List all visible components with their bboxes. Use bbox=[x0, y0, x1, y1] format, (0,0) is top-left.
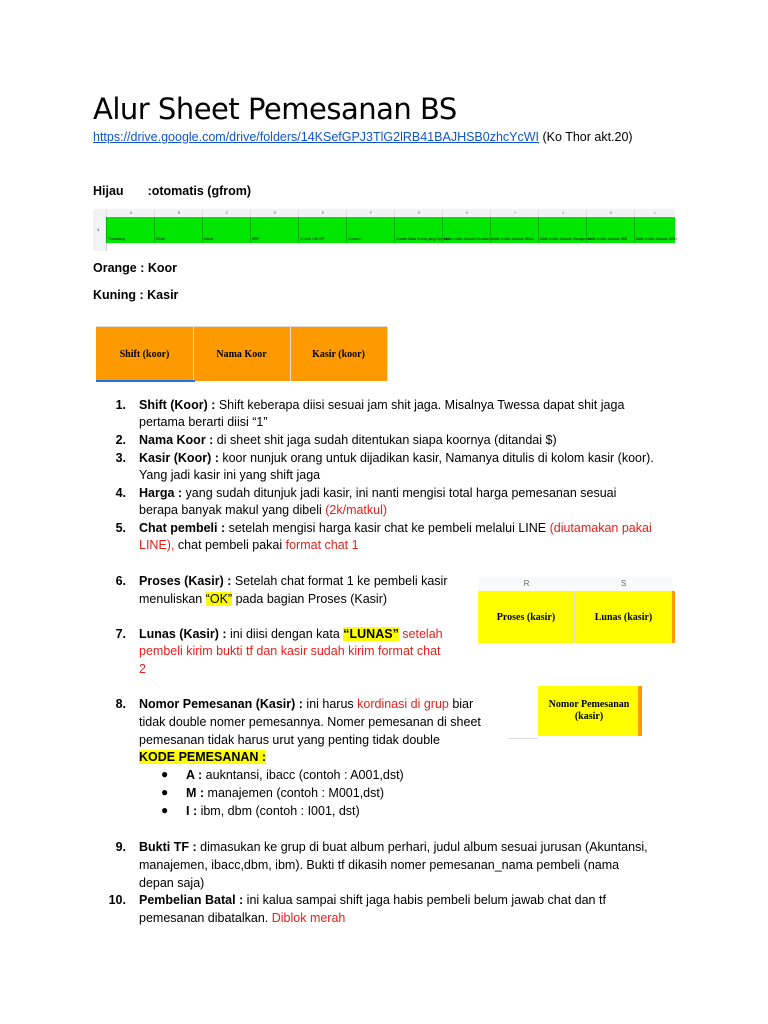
green-sheet-cell-text: Mata Kuliah Jurusan DBM bbox=[636, 237, 677, 241]
item-10 bbox=[139, 893, 606, 907]
item-7-num: 7. bbox=[115, 627, 126, 641]
item-9-text2: manajemen, ibacc,dbm, ibm). Bukti tf dikasih nomer pemesanan_nama pembeli (nama bbox=[139, 858, 620, 872]
green-sheet-cell-text: Jurusan bbox=[348, 237, 361, 241]
green-sheet-cell-text: Jumlah Mata Kuliah yang Dipesan bbox=[396, 237, 450, 241]
item-4-num: 4. bbox=[115, 486, 126, 500]
item-7-red3: 2 bbox=[139, 662, 146, 676]
green-sheet-cell bbox=[634, 217, 676, 243]
item-2-num: 2. bbox=[115, 433, 126, 447]
link-credit: (Ko Thor akt.20) bbox=[539, 130, 633, 144]
green-sheet-cell bbox=[490, 217, 539, 243]
legend-kuning: Kuning : Kasir bbox=[93, 288, 179, 302]
green-sheet-col-header: K bbox=[586, 209, 635, 217]
legend-hijau-text: :otomatis (gfrom) bbox=[147, 184, 252, 198]
green-sheet-cell bbox=[106, 217, 155, 243]
kode-pemesanan-label: KODE PEMESANAN : bbox=[139, 750, 267, 764]
item-7-lunas: “LUNAS” bbox=[343, 627, 399, 641]
item-10-line2 bbox=[139, 911, 345, 925]
green-sheet-col-header: A bbox=[106, 209, 155, 217]
item-10-num: 10. bbox=[108, 893, 126, 907]
item-2-text: di sheet shit jaga sudah ditentukan siapa koornya (ditandai $) bbox=[213, 433, 557, 447]
item-3-text2: Yang jadi kasir ini yang shift jaga bbox=[139, 468, 321, 482]
orange-sheet bbox=[96, 326, 387, 381]
item-7-red1: setelah bbox=[398, 627, 443, 641]
item-6-num: 6. bbox=[115, 574, 126, 588]
green-sheet-cell-text: Mata Kuliah Jurusan IBM bbox=[588, 237, 628, 241]
item-8 bbox=[139, 697, 473, 711]
item-5-num: 5. bbox=[115, 521, 126, 535]
item-6-text2b: pada bagian Proses (Kasir) bbox=[232, 592, 388, 606]
green-sheet-cell-text: Mata Kuliah Jurusan Manajemen bbox=[540, 237, 592, 241]
yellow-sheet-edge bbox=[672, 591, 675, 643]
code-i-text: ibm, dbm (contoh : I001, dst) bbox=[197, 804, 360, 818]
item-4-text2a: berapa banyak makul yang dibeli bbox=[139, 503, 326, 517]
item-6-text2a: menuliskan bbox=[139, 592, 206, 606]
green-sheet bbox=[93, 209, 675, 251]
orange-cell-nama-koor: Nama Koor bbox=[193, 327, 291, 381]
item-5-red3: format chat 1 bbox=[285, 538, 359, 552]
green-sheet-cell bbox=[250, 217, 299, 243]
item-8-text2: tidak double nomer pemesannya. Nomer pemesanan di sheet bbox=[139, 715, 481, 729]
green-sheet-cell bbox=[154, 217, 203, 243]
nomor-sheet-left bbox=[508, 684, 538, 739]
green-sheet-col-header: G bbox=[394, 209, 443, 217]
code-i-key: I : bbox=[186, 804, 198, 818]
code-m-key: M : bbox=[186, 786, 205, 800]
green-sheet-col-header: L bbox=[634, 209, 676, 217]
green-sheet-cell-text: Nama bbox=[204, 237, 214, 241]
item-1-label: Shift (Koor) : bbox=[139, 398, 216, 412]
item-3 bbox=[139, 451, 654, 465]
green-sheet-cell bbox=[346, 217, 395, 243]
item-8-num: 8. bbox=[115, 697, 126, 711]
item-2 bbox=[139, 433, 557, 447]
item-1-text: Shift keberapa diisi sesuai jam shit jaga. Misalnya Twessa dapat shit jaga bbox=[215, 398, 625, 412]
item-3-label: Kasir (Koor) : bbox=[139, 451, 219, 465]
code-m-text: manajemen (contoh : M001,dst) bbox=[204, 786, 385, 800]
item-4 bbox=[139, 486, 616, 500]
item-6 bbox=[139, 574, 447, 588]
green-sheet-cell-text: Timestamp bbox=[108, 237, 126, 241]
bullet-icon: ● bbox=[161, 767, 169, 781]
item-1 bbox=[139, 398, 624, 412]
nomor-sheet-edge bbox=[638, 686, 642, 736]
orange-cell-shift: Shift (koor) bbox=[96, 327, 194, 381]
item-5-line2 bbox=[139, 538, 359, 552]
green-sheet-col-header: H bbox=[442, 209, 491, 217]
green-sheet-cell bbox=[298, 217, 347, 243]
code-a bbox=[186, 768, 404, 782]
item-7-label: Lunas (Kasir) : bbox=[139, 627, 227, 641]
item-6-text: Setelah chat format 1 ke pembeli kasir bbox=[231, 574, 448, 588]
item-2-label: Nama Koor : bbox=[139, 433, 214, 447]
item-7 bbox=[139, 627, 443, 641]
code-a-key: A : bbox=[186, 768, 203, 782]
code-m bbox=[186, 786, 384, 800]
nomor-cell-line1: Nomor Pemesanan bbox=[548, 699, 630, 710]
green-sheet-col-header: C bbox=[202, 209, 251, 217]
yellow-col-s: S bbox=[575, 577, 672, 592]
green-sheet-cell-text: ID Line / No HP bbox=[300, 237, 325, 241]
code-i bbox=[186, 804, 360, 818]
item-5-label: Chat pembeli : bbox=[139, 521, 226, 535]
green-sheet-cell bbox=[394, 217, 450, 243]
item-8-text: ini harus bbox=[302, 697, 358, 711]
orange-cell-kasir: Kasir (koor) bbox=[290, 327, 388, 381]
yellow-cell-proses: Proses (kasir) bbox=[478, 591, 575, 643]
item-3-text: koor nunjuk orang untuk dijadikan kasir, Namanya ditulis di kolom kasir (koor). bbox=[218, 451, 654, 465]
green-sheet-col-header: E bbox=[298, 209, 347, 217]
item-5-text: setelah mengisi harga kasir chat ke pembeli melalui LINE bbox=[225, 521, 550, 535]
bullet-icon: ● bbox=[161, 785, 169, 799]
green-sheet-col-header: I bbox=[490, 209, 539, 217]
yellow-col-r: R bbox=[478, 577, 575, 592]
item-9 bbox=[139, 840, 648, 854]
green-sheet-cell bbox=[202, 217, 251, 243]
item-10-text2: pemesanan dibatalkan. bbox=[139, 911, 272, 925]
item-7-red2: pembeli kirim bukti tf dan kasir sudah kirim format chat bbox=[139, 644, 441, 658]
green-sheet-cell bbox=[586, 217, 635, 243]
item-5-red1: (diutamakan pakai bbox=[549, 521, 652, 535]
selection-indicator bbox=[96, 380, 195, 382]
drive-link-line bbox=[93, 130, 633, 144]
green-sheet-col-header: D bbox=[250, 209, 299, 217]
item-9-label: Bukti TF : bbox=[139, 840, 197, 854]
nomor-sheet bbox=[508, 684, 642, 738]
item-10-text: ini kalua sampai shift jaga habis pembeli belum jawab chat dan tf bbox=[243, 893, 606, 907]
legend-hijau bbox=[93, 184, 251, 198]
item-6-line2 bbox=[139, 592, 387, 606]
item-9-text: dimasukan ke grup di buat album perhari, judul album sesuai jurusan (Akuntansi, bbox=[196, 840, 648, 854]
item-4-line2 bbox=[139, 503, 387, 517]
green-sheet-col-header: B bbox=[154, 209, 203, 217]
yellow-sheet bbox=[478, 577, 675, 645]
green-sheet-cell bbox=[538, 217, 592, 243]
item-1-num: 1. bbox=[115, 398, 126, 412]
item-9-num: 9. bbox=[115, 840, 126, 854]
item-6-label: Proses (Kasir) : bbox=[139, 574, 232, 588]
code-a-text: aukntansi, ibacc (contoh : A001,dst) bbox=[202, 768, 404, 782]
item-4-price: (2k/matkul) bbox=[325, 503, 388, 517]
yellow-cell-lunas: Lunas (kasir) bbox=[575, 591, 673, 643]
row-number: 1 bbox=[97, 227, 100, 232]
item-5-red2: LINE), bbox=[139, 538, 175, 552]
doc-title: Alur Sheet Pemesanan BS bbox=[93, 92, 457, 126]
green-sheet-cell-text: Email bbox=[156, 237, 165, 241]
item-5-text2: chat pembeli pakai bbox=[174, 538, 286, 552]
green-sheet-col-header: J bbox=[538, 209, 587, 217]
green-sheet-cell-text: Mata Kuliah Jurusan Akuntansi bbox=[444, 237, 493, 241]
item-8-text1b: biar bbox=[448, 697, 474, 711]
item-3-num: 3. bbox=[115, 451, 126, 465]
legend-hijau-label: Hijau bbox=[93, 184, 124, 198]
item-4-label: Harga : bbox=[139, 486, 183, 500]
green-sheet-cell bbox=[442, 217, 491, 243]
item-8-red1: kordinasi di grup bbox=[357, 697, 449, 711]
item-1-text2: pertama berarti diisi “1” bbox=[139, 415, 268, 429]
green-sheet-cell-text: Mata Kuliah Jurusan IBAcc bbox=[492, 237, 535, 241]
green-sheet-rownum bbox=[93, 217, 107, 251]
nomor-cell bbox=[538, 686, 640, 736]
green-sheet-col-header: F bbox=[346, 209, 395, 217]
item-7-text: ini diisi dengan kata bbox=[226, 627, 344, 641]
item-10-red: Diblok merah bbox=[271, 911, 346, 925]
item-4-text: yang sudah ditunjuk jadi kasir, ini nanti mengisi total harga pemesanan sesuai bbox=[182, 486, 617, 500]
legend-orange: Orange : Koor bbox=[93, 261, 178, 275]
item-6-ok: “OK” bbox=[205, 592, 233, 606]
item-10-label: Pembelian Batal : bbox=[139, 893, 244, 907]
green-sheet-cell-text: NRP bbox=[252, 237, 260, 241]
item-8-label: Nomor Pemesanan (Kasir) : bbox=[139, 697, 303, 711]
nomor-cell-line2: (kasir) bbox=[574, 711, 604, 722]
item-9-text3: depan saja) bbox=[139, 876, 205, 890]
item-8-text3: pemesanan tidak harus urut yang penting tidak double bbox=[139, 733, 440, 747]
bullet-icon: ● bbox=[161, 803, 169, 817]
drive-link[interactable]: https://drive.google.com/drive/folders/14KSefGPJ3TlG2lRB41BAJHSB0zhcYcWI bbox=[93, 130, 540, 144]
item-5 bbox=[139, 521, 652, 535]
